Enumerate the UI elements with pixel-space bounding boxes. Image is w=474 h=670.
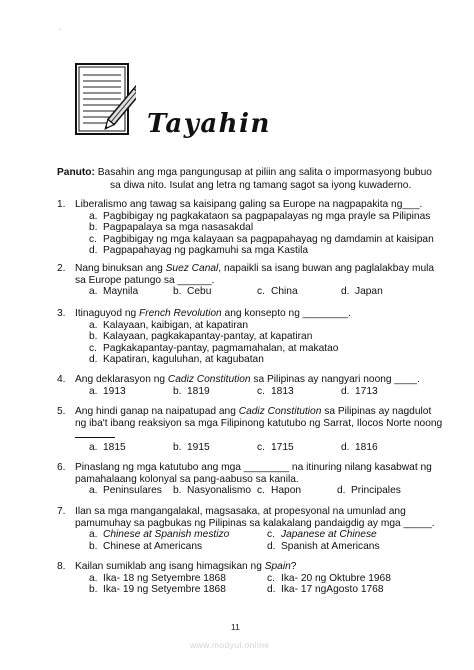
question-text-part: ang konsepto ng ________.: [221, 308, 351, 319]
option-b: [173, 286, 257, 298]
option-a: [89, 211, 447, 223]
option-letter: d.: [341, 441, 350, 453]
instructions: [57, 166, 437, 192]
option-letter: b.: [89, 331, 98, 343]
option-d: [89, 245, 447, 257]
question-2: [57, 263, 447, 298]
question-number: 8.: [57, 561, 66, 572]
option-letter: a.: [89, 286, 98, 298]
option-d: [341, 442, 425, 454]
question-text-part: Pinaslang ng mga katutubo ang mga ________ na itinuring nilang kasabwat ng: [75, 462, 432, 473]
notepad-pencil-icon: [74, 62, 136, 138]
option-c: [257, 386, 341, 398]
question-number: 2.: [57, 263, 66, 274]
option-b: [89, 222, 447, 234]
question-8: [57, 561, 447, 596]
option-letter: b.: [173, 485, 182, 497]
option-d: [89, 354, 447, 366]
option-text: Peninsulares: [103, 485, 162, 497]
option-letter: c.: [257, 385, 265, 397]
option-letter: c.: [257, 441, 265, 453]
question-text: [75, 263, 447, 286]
question-text-line2: pamumuhay sa pagbukas ng Pilipinas sa kalakalang pandaigdig ay mga _____.: [75, 517, 435, 529]
question-text-line2: ng iba't ibang reaksiyon sa mga Filipinong katutubo ng Sarrat, Ilocos Norte noong: [75, 417, 443, 429]
option-text: Chinese at Americans: [103, 540, 203, 552]
question-text-part: Kailan sumiklab ang isang himagsikan ng: [75, 561, 265, 572]
option-letter: b.: [173, 441, 182, 453]
question-text-emphasis: Cadiz Constitution: [238, 406, 322, 417]
option-letter: d.: [337, 485, 346, 497]
question-text-part: , napaikli sa isang buwan ang paglalakbay mula: [218, 263, 435, 274]
question-text-part: Ang hindi ganap na naipatupad ang: [75, 406, 239, 417]
page-number: 11: [231, 622, 240, 632]
question-number: 3.: [57, 308, 66, 319]
option-d: [337, 485, 421, 497]
option-letter: c.: [257, 485, 265, 497]
option-text: China: [271, 286, 298, 298]
option-text: Hapon: [271, 485, 302, 497]
instructions-line1: Basahin ang mga pangungusap at piliin ang salita o impormasyong bubuo: [97, 167, 432, 178]
option-a: [89, 286, 173, 298]
option-letter: b.: [89, 222, 98, 234]
question-text: Liberalismo ang tawag sa kaisipang galing sa Europe na nagpapakita ng___.: [75, 199, 423, 210]
option-text: Japanese at Chinese: [281, 529, 377, 541]
page-title: Tayahin: [147, 109, 271, 139]
option-letter: c.: [89, 342, 97, 354]
option-letter: c.: [267, 572, 275, 584]
option-letter: a.: [89, 385, 98, 397]
instructions-line2: sa diwa nito. Isulat ang letra ng tamang sagot sa iyong kuwaderno.: [110, 180, 412, 191]
question-text-emphasis: Suez Canal: [165, 263, 219, 274]
option-text: Kapatiran, kaguluhan, at kagubatan: [103, 354, 264, 366]
option-text: Pagpapahayag ng pagkamuhi sa mga Kastila: [103, 245, 309, 257]
question-text: [75, 561, 447, 573]
option-d: [341, 286, 425, 298]
option-letter: d.: [89, 354, 98, 366]
option-text: Ika- 20 ng Oktubre 1968: [281, 572, 391, 584]
question-text: [75, 406, 447, 442]
option-letter: b.: [173, 385, 182, 397]
watermark: www.modyul.online: [190, 640, 270, 650]
option-text: 1913: [103, 385, 126, 397]
question-text-part: Ang deklarasyon ng: [75, 374, 168, 385]
option-d: [341, 386, 425, 398]
option-a: [89, 442, 173, 454]
option-letter: b.: [89, 584, 98, 596]
question-text-emphasis: French Revolution: [139, 308, 222, 319]
option-b: [173, 442, 257, 454]
question-number: 5.: [57, 406, 66, 417]
option-b: [173, 386, 257, 398]
option-letter: a.: [89, 529, 98, 541]
option-letter: a.: [89, 572, 98, 584]
option-letter: a.: [89, 210, 98, 222]
option-text: Pagbibigay ng pagkakataon sa pagpapalayas ng mga prayle sa Pilipinas: [103, 210, 431, 222]
option-letter: d.: [341, 286, 350, 298]
instructions-label: Panuto:: [57, 167, 95, 178]
answer-blank: [75, 429, 115, 438]
option-b: [89, 541, 267, 553]
question-text-part: sa Pilipinas ay nangyari noong ____.: [250, 374, 420, 385]
option-a: [89, 573, 267, 585]
option-text: Ika- 19 ng Setyembre 1868: [103, 584, 226, 596]
option-text: Kalayaan, pagkakapantay-pantay, at kapatiran: [103, 331, 313, 343]
option-text: Ika- 17 ngAgosto 1768: [281, 584, 384, 596]
option-letter: b.: [89, 540, 98, 552]
question-1: [57, 199, 447, 257]
option-c: [257, 442, 341, 454]
question-text-part: Nang binuksan ang: [75, 263, 166, 274]
option-text: 1816: [355, 441, 378, 453]
question-6: [57, 462, 447, 497]
option-letter: a.: [89, 485, 98, 497]
option-text: Nasyonalismo: [187, 485, 251, 497]
option-letter: d.: [267, 540, 276, 552]
question-number: 6.: [57, 462, 66, 473]
option-text: Pagbibigay ng mga kalayaan sa pagpapahayag ng damdamin at kaisipan: [103, 233, 434, 245]
option-c: [267, 573, 445, 585]
option-c: [257, 286, 341, 298]
question-text-part: Itinaguyod ng: [75, 308, 140, 319]
option-text: Principales: [351, 485, 401, 497]
option-letter: d.: [341, 385, 350, 397]
option-a: [89, 386, 173, 398]
option-a: [89, 485, 173, 497]
corner-mark: .: [59, 26, 61, 32]
option-c: [89, 234, 447, 246]
question-7: [57, 506, 447, 552]
option-text: Pagkakapantay-pantay, pagmamahalan, at makatao: [103, 342, 339, 354]
option-text: Kalayaan, kaibigan, at kapatiran: [103, 319, 248, 331]
question-text: [75, 374, 447, 386]
question-text-emphasis: Spain: [264, 561, 291, 572]
option-c: [89, 343, 447, 355]
question-text-part: ?: [290, 561, 297, 572]
option-text: Cebu: [187, 286, 212, 298]
option-a: [89, 320, 447, 332]
option-text: Pagpapalaya sa mga nasasakdal: [103, 222, 254, 234]
option-letter: c.: [257, 286, 265, 298]
question-text-line2: sa Europe patungo sa ______.: [75, 274, 215, 286]
option-d: [267, 584, 445, 596]
option-letter: d.: [89, 245, 98, 257]
option-text: 1813: [271, 385, 294, 397]
option-letter: a.: [89, 319, 98, 331]
option-text: Ika- 18 ng Setyembre 1868: [103, 572, 226, 584]
option-letter: b.: [173, 286, 182, 298]
option-text: 1815: [103, 441, 126, 453]
question-text-emphasis: Cadiz Constitution: [167, 374, 251, 385]
question-number: 4.: [57, 374, 66, 385]
option-text: 1713: [355, 385, 378, 397]
option-text: 1819: [187, 385, 210, 397]
option-text: Spanish at Americans: [281, 540, 380, 552]
question-number: 1.: [57, 199, 66, 210]
option-c: [267, 529, 445, 541]
option-text: 1715: [271, 441, 294, 453]
option-letter: a.: [89, 441, 98, 453]
option-b: [173, 485, 257, 497]
option-letter: d.: [267, 584, 276, 596]
question-4: [57, 374, 447, 397]
option-text: Maynila: [103, 286, 139, 298]
option-b: [89, 584, 267, 596]
question-text: [75, 308, 447, 320]
question-text: [75, 506, 447, 529]
option-d: [267, 541, 445, 553]
question-5: [57, 406, 447, 453]
question-text: [75, 462, 447, 485]
option-text: Japan: [355, 286, 383, 298]
option-a: [89, 529, 267, 541]
option-text: Chinese at Spanish mestizo: [103, 529, 230, 541]
question-text-line2: pamahalaang kolonyal sa pang-aabuso sa kanila.: [75, 473, 299, 485]
question-number: 7.: [57, 506, 66, 517]
option-b: [89, 331, 447, 343]
question-text-part: sa Pilipinas ay nagdulot: [321, 406, 432, 417]
option-letter: c.: [89, 233, 97, 245]
option-text: 1915: [187, 441, 210, 453]
question-3: [57, 308, 447, 366]
option-letter: c.: [267, 529, 275, 541]
question-text-part: Ilan sa mga mangangalakal, magsasaka, at propesyonal na umunlad ang: [75, 506, 406, 517]
option-c: [257, 485, 337, 497]
